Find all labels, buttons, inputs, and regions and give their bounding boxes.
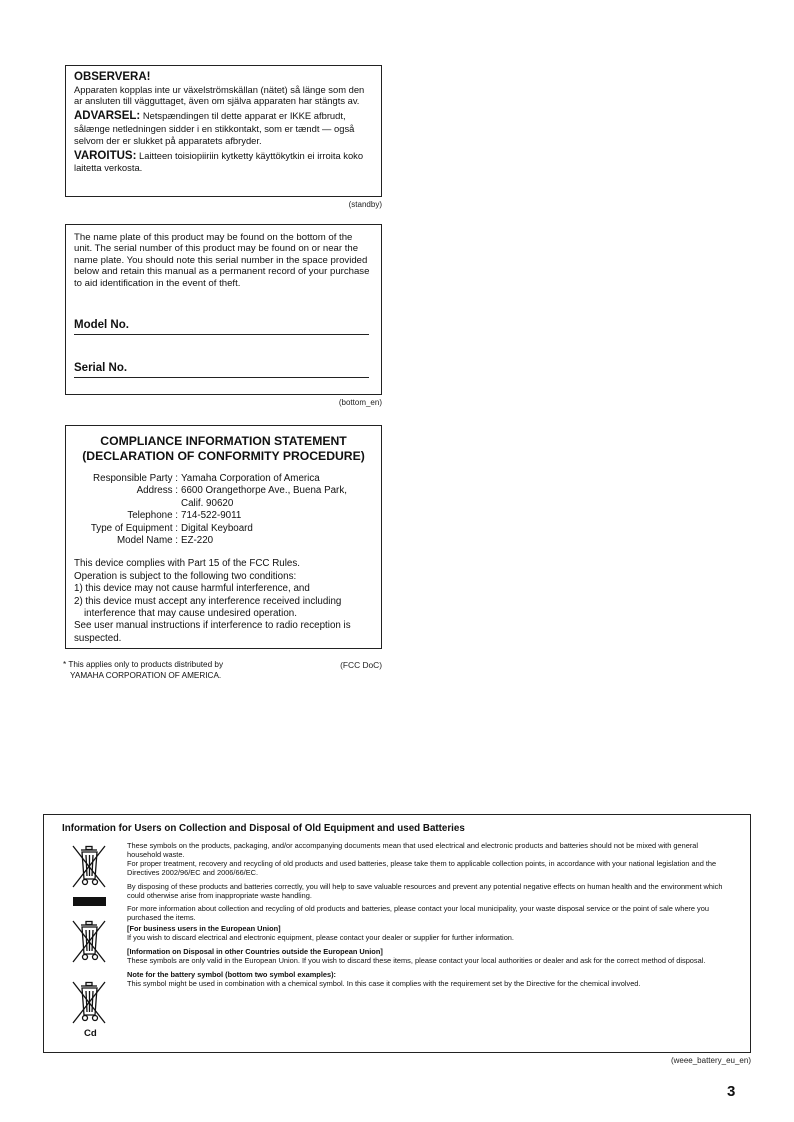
field-key: Model Name : (117, 535, 178, 547)
compliance-title-line2: (DECLARATION OF CONFORMITY PROCEDURE) (82, 449, 365, 463)
statement-line: 1) this device may not cause harmful interference, and (74, 583, 310, 595)
standby-tag: (standby) (348, 200, 382, 209)
weee-box (43, 814, 751, 1053)
field-value: Calif. 90620 (181, 497, 234, 509)
compliance-footnote (63, 660, 223, 681)
advarsel-text: Netspændingen til dette apparat er IKKE afbrudt, sålænge netledningen sidder i en stikkontakt, som er tændt — også selvom der er slukket på apparatets afbryder. (74, 110, 355, 146)
statement-line: See user manual instructions if interference to radio reception is suspected. (74, 620, 351, 644)
field-value: Yamaha Corporation of America (181, 473, 320, 484)
field-row (74, 473, 373, 485)
footnote-line1: * This applies only to products distributed by (63, 660, 224, 669)
other-text: These symbols are only valid in the European Union. If you wish to discard these items, please contact your local authorities or dealer and ask for the correct method of disposal. (127, 955, 706, 965)
weee-title: Information for Users on Collection and Disposal of Old Equipment and used Batteries (62, 823, 465, 834)
fcc-doc-tag: (FCC DoC) (340, 660, 382, 670)
observera-heading: OBSERVERA! (74, 71, 151, 83)
weee-battery (127, 971, 733, 989)
black-bar-symbol (73, 897, 106, 906)
field-value: Digital Keyboard (181, 522, 253, 534)
crossed-bin-icon (71, 979, 107, 1025)
compliance-title-line1: COMPLIANCE INFORMATION STATEMENT (100, 434, 347, 448)
field-row (74, 510, 373, 522)
advarsel-heading: ADVARSEL: (74, 110, 141, 123)
advarsel-paragraph (74, 110, 373, 145)
observera-text: Apparaten kopplas inte ur växelströmskällan (nätet) så länge som den ar ansluten till vägguttaget, även om själva apparaten har stängts av. (74, 84, 365, 107)
battery-heading: Note for the battery symbol (bottom two symbol examples): (127, 969, 337, 979)
field-key (74, 498, 181, 510)
varoitus-text: Laitteen toisiopiiriin kytketty käyttökytkin ei irroita koko laitetta verkosta. (74, 149, 364, 174)
cd-chemical-symbol: Cd (84, 1028, 97, 1039)
statement-line: Operation is subject to the following two conditions: (74, 570, 297, 582)
weee-p1a: These symbols on the products, packaging, and/or accompanying documents mean that used electrical and electronic products and batteries should not be mixed with general household waste. (127, 841, 699, 859)
crossed-bin-icon (71, 843, 107, 889)
business-text: If you wish to discard electrical and electronic equipment, please contact your dealer or supplier for further information. (127, 933, 514, 943)
field-row (74, 498, 373, 510)
other-heading: [Information on Disposal in other Countries outside the European Union] (127, 947, 383, 957)
field-row (74, 523, 373, 535)
weee-other (127, 948, 733, 966)
weee-p3: For more information about collection and recycling of old products and batteries, please contact your local municipality, your waste disposal service or the point of sale where you purchased the items. (127, 904, 709, 923)
varoitus-paragraph (74, 150, 373, 173)
weee-business (127, 925, 733, 943)
model-number-field: Model No. (74, 320, 369, 335)
standby-warning-box (65, 65, 382, 197)
serial-number-field: Serial No. (74, 363, 369, 378)
field-key: Responsible Party : (93, 473, 178, 484)
page-number: 3 (727, 1083, 736, 1100)
field-row (74, 535, 373, 547)
statement-line: interference that may cause undesired operation. (84, 608, 297, 620)
battery-text: This symbol might be used in combination with a chemical symbol. In this case it complies with the requirement set by the Directive for the chemical involved. (127, 978, 641, 988)
field-value: 6600 Orangethorpe Ave., Buena Park, (181, 485, 347, 497)
field-row (74, 485, 373, 497)
weee-p1b: For proper treatment, recovery and recycling of old products and used batteries, please take them to applicable collection points, in accordance with your national legislation and the Directives 2002/96/EC and 2006/66/EC. (127, 858, 717, 877)
weee-tag: (weee_battery_eu_en) (670, 1056, 751, 1065)
weee-p2: By disposing of these products and batteries correctly, you will help to save valuable resources and prevent any potential negative effects on human health and the environment which could otherwise arise from inappropriate waste handling. (127, 881, 723, 900)
field-key: Address : (136, 485, 178, 497)
statement-line: This device complies with Part 15 of the FCC Rules. (74, 558, 300, 570)
weee-text (127, 842, 733, 989)
nameplate-box (65, 224, 382, 395)
compliance-box (65, 425, 382, 649)
field-key: Telephone : (127, 510, 178, 522)
business-heading: [For business users in the European Union] (127, 924, 281, 934)
footnote-line2: YAMAHA CORPORATION OF AMERICA. (70, 670, 222, 680)
field-value: EZ-220 (181, 535, 214, 547)
nameplate-tag: (bottom_en) (338, 398, 382, 407)
weee-paragraph (127, 842, 733, 878)
varoitus-heading: VAROITUS: (74, 149, 137, 162)
field-key: Type of Equipment : (90, 522, 178, 534)
crossed-bin-icon (71, 918, 107, 964)
statement-line: 2) this device must accept any interference received including (74, 595, 342, 607)
field-value: 714-522-9011 (181, 510, 242, 522)
nameplate-text: The name plate of this product may be found on the bottom of the unit. The serial number of this product may be found on or near the name plate. You should note this serial number in the space provided below and retain this manual as a permanent record of your purchase to aid identification in the event of theft. (74, 232, 370, 289)
